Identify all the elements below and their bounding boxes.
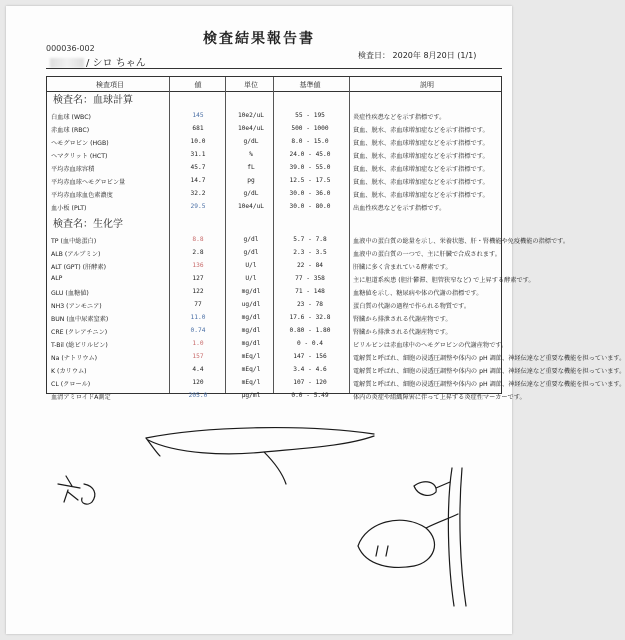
cell-item-name: BUN (血中尿素窒素) bbox=[51, 316, 109, 323]
cell-unit: mg/dl bbox=[241, 340, 261, 347]
cell-description: 貧血、脱水、赤血球増加症などを示す指標です。 bbox=[353, 166, 489, 173]
cell-range: 0.0 - 5.49 bbox=[291, 392, 329, 399]
cell-value: 32.2 bbox=[190, 190, 206, 197]
cell-item-name: 血小板 (PLT) bbox=[51, 205, 87, 212]
handwritten-doodles bbox=[6, 6, 625, 634]
exam-date: 検査日： 2020年 8月20日 (1/1) bbox=[358, 51, 477, 60]
cell-range: 17.6 - 32.8 bbox=[289, 314, 331, 321]
cell-description: 肝臓に多く含まれている酵素です。 bbox=[353, 264, 452, 271]
cell-value: 0.74 bbox=[190, 327, 206, 334]
cell-range: 500 - 1000 bbox=[291, 125, 329, 132]
cell-unit: g/dl bbox=[243, 236, 259, 243]
cell-unit: 10e4/uL bbox=[237, 125, 265, 132]
cell-item-name: TP (血中総蛋白) bbox=[51, 238, 97, 245]
pen-cat-body bbox=[358, 520, 435, 567]
cell-unit: mg/dl bbox=[241, 327, 261, 334]
cell-description: 血液中の蛋白質の総量を示し、栄養状態、肝・腎機能や免疫機能の指標です。 bbox=[353, 238, 570, 245]
cell-range: 0.80 - 1.80 bbox=[289, 327, 331, 334]
cell-value: 8.8 bbox=[192, 236, 204, 243]
cell-value: 122 bbox=[192, 288, 204, 295]
cell-item-name: CL (クロール) bbox=[51, 381, 91, 388]
report-title: 検査結果報告書 bbox=[203, 31, 315, 47]
pen-arc-stroke bbox=[146, 438, 160, 456]
cell-range: 22 - 84 bbox=[296, 262, 324, 269]
cell-item-name: GLU (血糖値) bbox=[51, 290, 89, 297]
cell-item-name: 赤血球 (RBC) bbox=[51, 127, 90, 134]
cell-value: 4.4 bbox=[192, 366, 204, 373]
cell-item-name: 血清アミロイドA測定 bbox=[51, 394, 111, 401]
cell-range: 30.0 - 36.0 bbox=[289, 190, 331, 197]
cell-value: 14.7 bbox=[190, 177, 206, 184]
pen-bird-line bbox=[436, 482, 450, 488]
pen-tree-trunk bbox=[460, 468, 466, 606]
cell-description: 血糖値を示し、糖尿病や体の代謝の指標です。 bbox=[353, 290, 483, 297]
cell-value: 77 bbox=[194, 301, 202, 308]
cell-item-name: ALB (アルブミン) bbox=[51, 251, 101, 258]
document-id: 000036-002 bbox=[46, 44, 95, 53]
cell-item-name: 平均赤血球容積 bbox=[51, 166, 95, 173]
cell-range: 39.0 - 55.0 bbox=[289, 164, 331, 171]
cell-item-name: ALP bbox=[51, 275, 63, 282]
cell-description: 血液中の蛋白質の一つで、主に肝臓で合成されます。 bbox=[353, 251, 501, 258]
cell-range: 0 - 0.4 bbox=[296, 340, 324, 347]
pen-cat-face bbox=[376, 546, 388, 556]
cell-unit: g/dL bbox=[243, 190, 259, 197]
cell-value: 1.0 bbox=[192, 340, 204, 347]
cell-description: 腎臓から排泄される代謝産物です。 bbox=[353, 316, 452, 323]
cell-item-name: CRE (クレアチニン) bbox=[51, 329, 108, 336]
cell-unit: U/l bbox=[245, 275, 257, 282]
cell-range: 3.4 - 4.6 bbox=[293, 366, 327, 373]
cell-description: 電解質と呼ばれ、細胞の浸透圧調整や体内の pH 調節、神経伝達など重要な機能を担っています。 bbox=[353, 355, 625, 362]
cell-range: 30.0 - 80.0 bbox=[289, 203, 331, 210]
cell-value: 681 bbox=[192, 125, 204, 132]
section-title: 検査名：血球計算 bbox=[53, 95, 133, 106]
cell-description: 貧血、脱水、赤血球増加症などを示す指標です。 bbox=[353, 179, 489, 186]
pen-cat-tail bbox=[426, 514, 458, 528]
cell-description: 電解質と呼ばれ、細胞の浸透圧調整や体内の pH 調節、神経伝達など重要な機能を担っています。 bbox=[353, 368, 625, 375]
cell-value: 10.0 bbox=[190, 138, 206, 145]
col-value: 値 bbox=[194, 81, 202, 89]
cell-value: 157 bbox=[192, 353, 204, 360]
pen-arc-stroke bbox=[264, 452, 286, 484]
cell-range: 5.7 - 7.8 bbox=[293, 236, 327, 243]
cell-range: 107 - 120 bbox=[293, 379, 327, 386]
cell-range: 55 - 195 bbox=[295, 112, 325, 119]
cell-description: 蛋白質の代謝の過程で作られる物質です。 bbox=[353, 303, 471, 310]
col-range: 基準値 bbox=[299, 81, 321, 89]
cell-item-name: K (カリウム) bbox=[51, 368, 87, 375]
cell-item-name: 平均赤血球血色素濃度 bbox=[51, 192, 113, 199]
cell-description: 炎症性疾患などを示す指標です。 bbox=[353, 114, 446, 121]
col-unit: 単位 bbox=[244, 81, 258, 89]
cell-description: 貧血、脱水、赤血球増加症などを示す指標です。 bbox=[353, 127, 489, 134]
cell-range: 23 - 78 bbox=[296, 301, 324, 308]
cell-unit: mEq/l bbox=[241, 366, 261, 373]
pen-scribble bbox=[82, 484, 95, 504]
cell-range: 77 - 358 bbox=[295, 275, 325, 282]
cell-value: 127 bbox=[192, 275, 204, 282]
cell-description: 電解質と呼ばれ、細胞の浸透圧調整や体内の pH 調節、神経伝達など重要な機能を担っています。 bbox=[353, 381, 625, 388]
cell-value: 29.5 bbox=[190, 203, 206, 210]
pen-arc-stroke bbox=[146, 428, 374, 438]
cell-range: 2.3 - 3.5 bbox=[293, 249, 327, 256]
cell-range: 8.0 - 15.0 bbox=[291, 138, 329, 145]
cell-value: 145 bbox=[192, 112, 204, 119]
pen-arc-stroke bbox=[148, 436, 374, 454]
cell-value: 45.7 bbox=[190, 164, 206, 171]
cell-value: 120 bbox=[192, 379, 204, 386]
lab-report-paper bbox=[6, 6, 625, 634]
patient-name-suffix: / シロ ちゃん bbox=[86, 58, 146, 69]
cell-item-name: ヘマクリット (HCT) bbox=[51, 153, 108, 160]
col-desc: 説明 bbox=[420, 81, 434, 89]
cell-value: 136 bbox=[192, 262, 204, 269]
cell-item-name: 平均赤血球ヘモグロビン量 bbox=[51, 179, 126, 186]
cell-description: 貧血、脱水、赤血球増加症などを示す指標です。 bbox=[353, 140, 489, 147]
cell-description: ビリルビンは赤血球中のヘモグロビンの代謝産物です。 bbox=[353, 342, 508, 349]
cell-unit: pg bbox=[247, 177, 255, 184]
cell-range: 24.0 - 45.0 bbox=[289, 151, 331, 158]
cell-description: 体内の炎症や組織障害に伴って上昇する炎症性マーカーです。 bbox=[353, 394, 526, 401]
cell-range: 71 - 148 bbox=[295, 288, 325, 295]
section-title: 検査名：生化学 bbox=[53, 219, 123, 230]
cell-description: 出血性疾患などを示す指標です。 bbox=[353, 205, 446, 212]
cell-unit: μg/ml bbox=[241, 392, 261, 399]
cell-unit: g/dl bbox=[243, 249, 259, 256]
cell-item-name: 白血球 (WBC) bbox=[51, 114, 91, 121]
cell-item-name: ヘモグロビン (HGB) bbox=[51, 140, 109, 147]
cell-unit: 10e2/uL bbox=[237, 112, 265, 119]
cell-unit: mEq/l bbox=[241, 379, 261, 386]
pen-bird bbox=[414, 482, 436, 496]
cell-unit: g/dL bbox=[243, 138, 259, 145]
pen-scribble bbox=[58, 476, 80, 502]
cell-description: 貧血、脱水、赤血球増加症などを示す指標です。 bbox=[353, 153, 489, 160]
cell-unit: mg/dl bbox=[241, 288, 261, 295]
cell-range: 147 - 156 bbox=[293, 353, 327, 360]
cell-unit: U/l bbox=[245, 262, 257, 269]
cell-item-name: T-Bil (総ビリルビン) bbox=[51, 342, 108, 349]
cell-unit: fL bbox=[247, 164, 255, 171]
col-item: 検査項目 bbox=[96, 81, 124, 89]
cell-unit: 10e4/uL bbox=[237, 203, 265, 210]
cell-unit: mg/dl bbox=[241, 314, 261, 321]
cell-description: 腎臓から排泄される代謝産物です。 bbox=[353, 329, 452, 336]
cell-description: 貧血、脱水、赤血球増加症などを示す指標です。 bbox=[353, 192, 489, 199]
cell-unit: mEq/l bbox=[241, 353, 261, 360]
cell-item-name: ALT (GPT) (肝酵素) bbox=[51, 264, 107, 271]
cell-unit: ug/dl bbox=[241, 301, 261, 308]
cell-value: 31.1 bbox=[190, 151, 206, 158]
cell-description: 主に胆道系疾患 (胆汁鬱滞、胆管狭窄など) で上昇する酵素です。 bbox=[353, 277, 535, 284]
cell-value: 205.0 bbox=[188, 392, 208, 399]
cell-value: 11.0 bbox=[190, 314, 206, 321]
cell-unit: % bbox=[249, 151, 253, 158]
pen-tree-trunk bbox=[448, 468, 454, 606]
cell-item-name: NH3 (アンモニア) bbox=[51, 303, 102, 310]
cell-value: 2.8 bbox=[192, 249, 204, 256]
cell-range: 12.5 - 17.5 bbox=[289, 177, 331, 184]
cell-item-name: Na (ナトリウム) bbox=[51, 355, 98, 362]
